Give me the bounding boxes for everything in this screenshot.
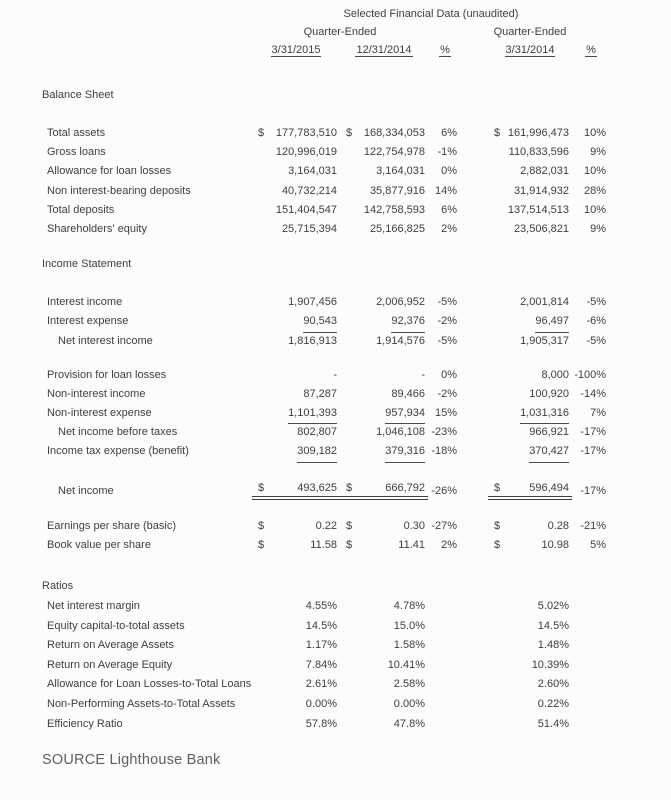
cell-pct-qoq (428, 143, 462, 162)
cell-percent: -21% (580, 519, 606, 532)
cell-percent: -2% (437, 387, 457, 400)
cell-value: 87,287 (303, 387, 337, 400)
cell-value: 120,996,019 (275, 146, 337, 159)
column-group-row (42, 23, 610, 41)
cell-3-31-2014 (488, 332, 572, 351)
cell-value: 1.17% (305, 639, 337, 652)
cell-pct-qoq (428, 442, 462, 461)
table-row (42, 312, 610, 331)
cell-percent: 28% (583, 184, 606, 197)
cell-12-31-2014 (340, 385, 428, 404)
cell-pct-yoy (572, 385, 610, 404)
table-row (42, 423, 610, 442)
cell-percent: 2% (441, 538, 457, 551)
dollar-sign: $ (258, 538, 265, 551)
table-row (42, 182, 610, 201)
cell-value: 4.55% (305, 600, 337, 612)
cell-percent: -5% (437, 334, 457, 347)
col-header-12-31-2014: 12/31/2014 (356, 44, 412, 56)
cell-pct-yoy (572, 517, 610, 536)
cell-value: 5.02% (537, 600, 569, 612)
cell-3-31-2014 (488, 201, 572, 220)
table-row (42, 597, 610, 617)
cell-percent: -17% (580, 484, 606, 497)
cell-value: 1.48% (537, 639, 569, 652)
cell-value: 596,494 (529, 481, 569, 494)
section-heading-ratios: Ratios (42, 580, 74, 592)
cell-percent: 6% (441, 203, 457, 216)
cell-value: 7.84% (305, 658, 337, 671)
row-label: Equity capital-to-total assets (47, 619, 185, 632)
cell-value: 92,376 (391, 312, 425, 332)
cell-3-31-2015 (252, 293, 340, 312)
dollar-sign: $ (494, 127, 501, 139)
cell-value: 966,921 (529, 426, 569, 439)
cell-value: 0.00% (305, 697, 337, 710)
row-label: Interest expense (47, 315, 129, 328)
cell-percent: -5% (437, 296, 457, 309)
cell-percent: 10% (583, 165, 606, 178)
row-label: Provision for loan losses (47, 368, 167, 381)
cell-value: 309,182 (297, 442, 337, 462)
dollar-sign: $ (346, 127, 353, 139)
cell-value: 89,466 (391, 387, 425, 400)
cell-12-31-2014 (340, 517, 428, 536)
cell-percent: 10% (583, 127, 606, 139)
cell-12-31-2014 (340, 536, 428, 555)
cell-percent: 10% (583, 203, 606, 216)
cell-value: 2,001,814 (520, 296, 569, 309)
cell-value: 379,316 (385, 442, 425, 462)
cell-percent: -5% (586, 334, 606, 347)
cell-value: 168,334,053 (363, 127, 425, 139)
cell-percent: -5% (586, 296, 606, 309)
cell-pct-yoy (572, 423, 610, 442)
cell-value: 1,101,393 (288, 404, 337, 424)
cell-3-31-2015 (252, 715, 340, 735)
cell-value: 11.41 (398, 538, 425, 551)
cell-12-31-2014 (340, 656, 428, 676)
cell-pct-yoy (572, 332, 610, 351)
cell-value: - (333, 368, 337, 381)
source-attribution: SOURCE Lighthouse Bank (42, 752, 221, 769)
table-row (42, 162, 610, 181)
cell-value: 57.8% (305, 717, 337, 730)
cell-3-31-2015 (252, 597, 340, 617)
cell-3-31-2014 (488, 404, 572, 424)
dollar-sign: $ (258, 519, 265, 532)
table-row (42, 656, 610, 676)
cell-value: 11.58 (310, 538, 337, 551)
cell-value: 40,732,214 (281, 184, 337, 197)
cell-3-31-2014 (488, 656, 572, 676)
row-label: Net interest margin (47, 600, 140, 612)
col-header-pct-yoy: % (586, 44, 596, 56)
quarter-ended-group-1: Quarter-Ended (303, 26, 377, 38)
cell-3-31-2015 (252, 220, 340, 239)
cell-pct-yoy (572, 124, 610, 143)
cell-percent: -17% (580, 445, 606, 458)
cell-12-31-2014 (340, 366, 428, 385)
cell-value: 177,783,510 (275, 127, 337, 139)
row-label: Total deposits (47, 203, 115, 216)
cell-12-31-2014 (340, 220, 428, 239)
cell-value: 4.78% (393, 600, 425, 612)
cell-value: 14.5% (305, 619, 337, 632)
cell-pct-yoy (572, 312, 610, 331)
table-row (42, 220, 610, 239)
cell-12-31-2014 (340, 124, 428, 143)
cell-value: 110,833,596 (508, 146, 569, 159)
cell-percent: 0% (441, 165, 457, 178)
cell-3-31-2015 (252, 617, 340, 637)
table-row (42, 385, 610, 404)
cell-value: 51.4% (537, 717, 569, 730)
cell-value: 35,877,916 (369, 184, 425, 197)
cell-12-31-2014 (340, 617, 428, 637)
cell-pct-qoq (428, 201, 462, 220)
cell-3-31-2015 (252, 656, 340, 676)
cell-12-31-2014 (340, 715, 428, 735)
table-row (42, 404, 610, 423)
cell-3-31-2015 (252, 442, 340, 462)
row-label: Non-interest expense (47, 407, 152, 420)
table-row (42, 636, 610, 656)
section-heading-income-statement: Income Statement (42, 258, 132, 271)
cell-pct-qoq (428, 404, 462, 423)
cell-pct-qoq (428, 293, 462, 312)
row-label: Gross loans (47, 146, 106, 159)
cell-3-31-2015 (252, 695, 340, 715)
cell-3-31-2015 (252, 366, 340, 385)
cell-3-31-2014 (488, 636, 572, 656)
row-label: Net interest income (58, 334, 153, 347)
row-label: Shareholders' equity (47, 222, 147, 235)
cell-pct-qoq (428, 312, 462, 331)
cell-percent: -14% (580, 387, 606, 400)
cell-percent: 0% (441, 368, 457, 381)
cell-12-31-2014 (340, 675, 428, 695)
cell-3-31-2015 (252, 636, 340, 656)
table-row (42, 293, 610, 312)
cell-value: 493,625 (297, 481, 337, 494)
cell-pct-qoq (428, 385, 462, 404)
cell-percent: 9% (590, 222, 606, 235)
cell-value: 161,996,473 (507, 127, 569, 139)
cell-3-31-2015 (252, 675, 340, 695)
cell-12-31-2014 (340, 423, 428, 442)
cell-value: 100,920 (529, 387, 569, 400)
cell-value: 1.58% (393, 639, 425, 652)
cell-value: 47.8% (393, 717, 425, 730)
cell-value: 0.30 (403, 519, 425, 532)
cell-value: 2.61% (305, 678, 337, 691)
dollar-sign: $ (346, 538, 353, 551)
cell-value: 90,543 (303, 312, 337, 332)
cell-value: 3,164,031 (376, 165, 425, 178)
cell-3-31-2014 (488, 442, 572, 462)
cell-3-31-2015 (252, 478, 340, 500)
quarter-ended-group-2: Quarter-Ended (493, 26, 567, 38)
cell-3-31-2015 (252, 201, 340, 220)
income-statement-rows (42, 293, 671, 555)
cell-value: 25,715,394 (281, 222, 337, 235)
cell-3-31-2014 (488, 385, 572, 404)
cell-percent: -26% (431, 484, 457, 497)
cell-pct-yoy (572, 143, 610, 162)
cell-12-31-2014 (340, 478, 428, 500)
cell-value: 957,934 (385, 404, 425, 424)
cell-value: 10.98 (541, 538, 569, 551)
cell-percent: 7% (590, 407, 606, 420)
cell-value: 10.41% (387, 658, 425, 671)
cell-value: 802,807 (297, 426, 337, 439)
section-ratios (42, 577, 671, 734)
row-label: Allowance for Loan Losses-to-Total Loans (47, 678, 252, 691)
row-label: Net income (58, 484, 114, 497)
cell-12-31-2014 (340, 404, 428, 424)
cell-value: 2.60% (537, 678, 569, 691)
row-label: Allowance for loan losses (47, 165, 172, 178)
cell-percent: -6% (586, 315, 606, 328)
cell-12-31-2014 (340, 143, 428, 162)
cell-percent: 14% (434, 184, 457, 197)
cell-value: - (421, 368, 425, 381)
row-label: Non interest-bearing deposits (47, 184, 191, 197)
cell-3-31-2014 (488, 293, 572, 312)
cell-pct-qoq (428, 478, 462, 499)
report-title: Selected Financial Data (unaudited) (343, 8, 519, 20)
cell-12-31-2014 (340, 695, 428, 715)
section-heading-balance-sheet: Balance Sheet (42, 89, 114, 101)
table-row (42, 332, 610, 351)
cell-pct-qoq (428, 124, 462, 143)
cell-3-31-2015 (252, 536, 340, 555)
cell-value: 122,754,978 (363, 146, 425, 159)
cell-3-31-2015 (252, 124, 340, 143)
col-header-3-31-2014: 3/31/2014 (505, 44, 555, 56)
row-label: Total assets (47, 127, 106, 139)
cell-value: 142,758,593 (363, 203, 425, 216)
cell-12-31-2014 (340, 162, 428, 181)
dollar-sign: $ (494, 481, 501, 494)
cell-3-31-2015 (252, 517, 340, 536)
cell-12-31-2014 (340, 293, 428, 312)
cell-3-31-2015 (252, 312, 340, 332)
row-label: Book value per share (47, 538, 151, 551)
section-income-statement (42, 255, 671, 555)
cell-3-31-2015 (252, 332, 340, 351)
cell-value: 0.28 (547, 519, 569, 532)
table-row (42, 536, 610, 555)
row-label: Net income before taxes (58, 426, 178, 439)
dollar-sign: $ (346, 519, 353, 532)
cell-value: 15.0% (393, 619, 425, 632)
table-row (42, 617, 610, 637)
cell-value: 1,905,317 (520, 334, 569, 347)
col-header-3-31-2015: 3/31/2015 (271, 44, 321, 56)
table-row (42, 478, 610, 504)
cell-value: 1,031,316 (520, 404, 569, 424)
cell-3-31-2014 (488, 675, 572, 695)
cell-12-31-2014 (340, 442, 428, 462)
row-label: Return on Average Equity (47, 658, 173, 671)
cell-pct-qoq (428, 220, 462, 239)
table-row (42, 201, 610, 220)
dollar-sign: $ (258, 127, 265, 139)
cell-3-31-2015 (252, 423, 340, 442)
cell-value: 96,497 (535, 312, 569, 332)
row-label: Return on Average Assets (47, 639, 174, 652)
cell-pct-yoy (572, 293, 610, 312)
ratios-rows (42, 597, 671, 734)
dollar-sign: $ (494, 538, 501, 551)
cell-value: 14.5% (537, 619, 569, 632)
cell-percent: -100% (574, 368, 606, 381)
cell-value: 2.58% (393, 678, 425, 691)
cell-pct-yoy (572, 201, 610, 220)
cell-pct-qoq (428, 536, 462, 555)
cell-value: 2,882,031 (520, 165, 569, 178)
cell-value: 1,907,456 (288, 296, 337, 309)
cell-percent: 9% (590, 146, 606, 159)
cell-value: 0.22 (315, 519, 337, 532)
cell-3-31-2015 (252, 143, 340, 162)
cell-percent: 5% (590, 538, 606, 551)
cell-value: 1,046,108 (376, 426, 425, 439)
table-row (42, 517, 610, 536)
table-row (42, 442, 610, 461)
cell-3-31-2015 (252, 162, 340, 181)
cell-value: 10.39% (531, 658, 569, 671)
cell-percent: -18% (431, 445, 457, 458)
dollar-sign: $ (258, 481, 265, 494)
cell-pct-qoq (428, 332, 462, 351)
cell-percent: -1% (437, 146, 457, 159)
cell-3-31-2014 (488, 478, 572, 500)
cell-value: 3,164,031 (288, 165, 337, 178)
cell-12-31-2014 (340, 636, 428, 656)
cell-pct-qoq (428, 423, 462, 442)
cell-pct-qoq (428, 517, 462, 536)
row-label: Non-interest income (47, 387, 146, 400)
balance-sheet-rows (42, 124, 671, 239)
cell-value: 370,427 (529, 442, 569, 462)
cell-percent: -23% (431, 426, 457, 439)
table-row (42, 143, 610, 162)
cell-percent: 6% (441, 127, 457, 139)
column-header-row (42, 41, 610, 59)
cell-3-31-2014 (488, 220, 572, 239)
cell-pct-qoq (428, 182, 462, 201)
row-label: Interest income (47, 296, 123, 309)
cell-value: 666,792 (385, 481, 425, 494)
cell-value: 25,166,825 (369, 222, 425, 235)
cell-percent: -27% (431, 519, 457, 532)
report-title-row (42, 5, 610, 23)
cell-pct-yoy (572, 536, 610, 555)
cell-3-31-2014 (488, 695, 572, 715)
table-row (42, 695, 610, 715)
cell-3-31-2014 (488, 617, 572, 637)
cell-pct-qoq (428, 366, 462, 385)
cell-12-31-2014 (340, 201, 428, 220)
cell-3-31-2014 (488, 312, 572, 332)
cell-pct-yoy (572, 404, 610, 423)
cell-value: 137,514,513 (507, 203, 569, 216)
section-balance-sheet (42, 86, 671, 239)
row-label: Efficiency Ratio (47, 717, 123, 730)
cell-3-31-2014 (488, 423, 572, 442)
cell-12-31-2014 (340, 312, 428, 332)
cell-percent: 2% (441, 222, 457, 235)
row-label: Earnings per share (basic) (47, 519, 177, 532)
cell-3-31-2014 (488, 536, 572, 555)
dollar-sign: $ (494, 519, 501, 532)
table-row (42, 675, 610, 695)
cell-12-31-2014 (340, 182, 428, 201)
table-row (42, 715, 610, 735)
cell-value: 1,816,913 (288, 334, 337, 347)
cell-3-31-2015 (252, 404, 340, 424)
cell-3-31-2014 (488, 143, 572, 162)
row-label: Income tax expense (benefit) (47, 445, 189, 458)
cell-value: 2,006,952 (376, 296, 425, 309)
cell-3-31-2014 (488, 715, 572, 735)
cell-3-31-2015 (252, 385, 340, 404)
table-row (42, 124, 610, 143)
cell-3-31-2014 (488, 366, 572, 385)
cell-value: 31,914,932 (513, 184, 569, 197)
cell-pct-yoy (572, 478, 610, 499)
cell-value: 0.00% (393, 697, 425, 710)
cell-pct-yoy (572, 366, 610, 385)
cell-3-31-2014 (488, 597, 572, 617)
cell-pct-yoy (572, 182, 610, 201)
cell-value: 151,404,547 (275, 203, 337, 216)
cell-3-31-2014 (488, 162, 572, 181)
cell-12-31-2014 (340, 597, 428, 617)
cell-3-31-2014 (488, 517, 572, 536)
cell-3-31-2014 (488, 182, 572, 201)
dollar-sign: $ (346, 481, 353, 494)
cell-value: 8,000 (541, 368, 569, 381)
cell-pct-yoy (572, 442, 610, 461)
col-header-pct-qoq: % (440, 44, 450, 56)
table-row (42, 366, 610, 385)
cell-percent: -2% (437, 315, 457, 328)
cell-pct-qoq (428, 162, 462, 181)
cell-value: 1,914,576 (376, 334, 425, 347)
cell-3-31-2014 (488, 124, 572, 143)
cell-percent: -17% (580, 426, 606, 439)
cell-percent: 15% (434, 407, 457, 420)
cell-pct-yoy (572, 162, 610, 181)
row-label: Non-Performing Assets-to-Total Assets (47, 697, 236, 710)
cell-pct-yoy (572, 220, 610, 239)
cell-value: 0.22% (537, 697, 569, 710)
cell-3-31-2015 (252, 182, 340, 201)
cell-12-31-2014 (340, 332, 428, 351)
cell-value: 23,506,821 (513, 222, 569, 235)
